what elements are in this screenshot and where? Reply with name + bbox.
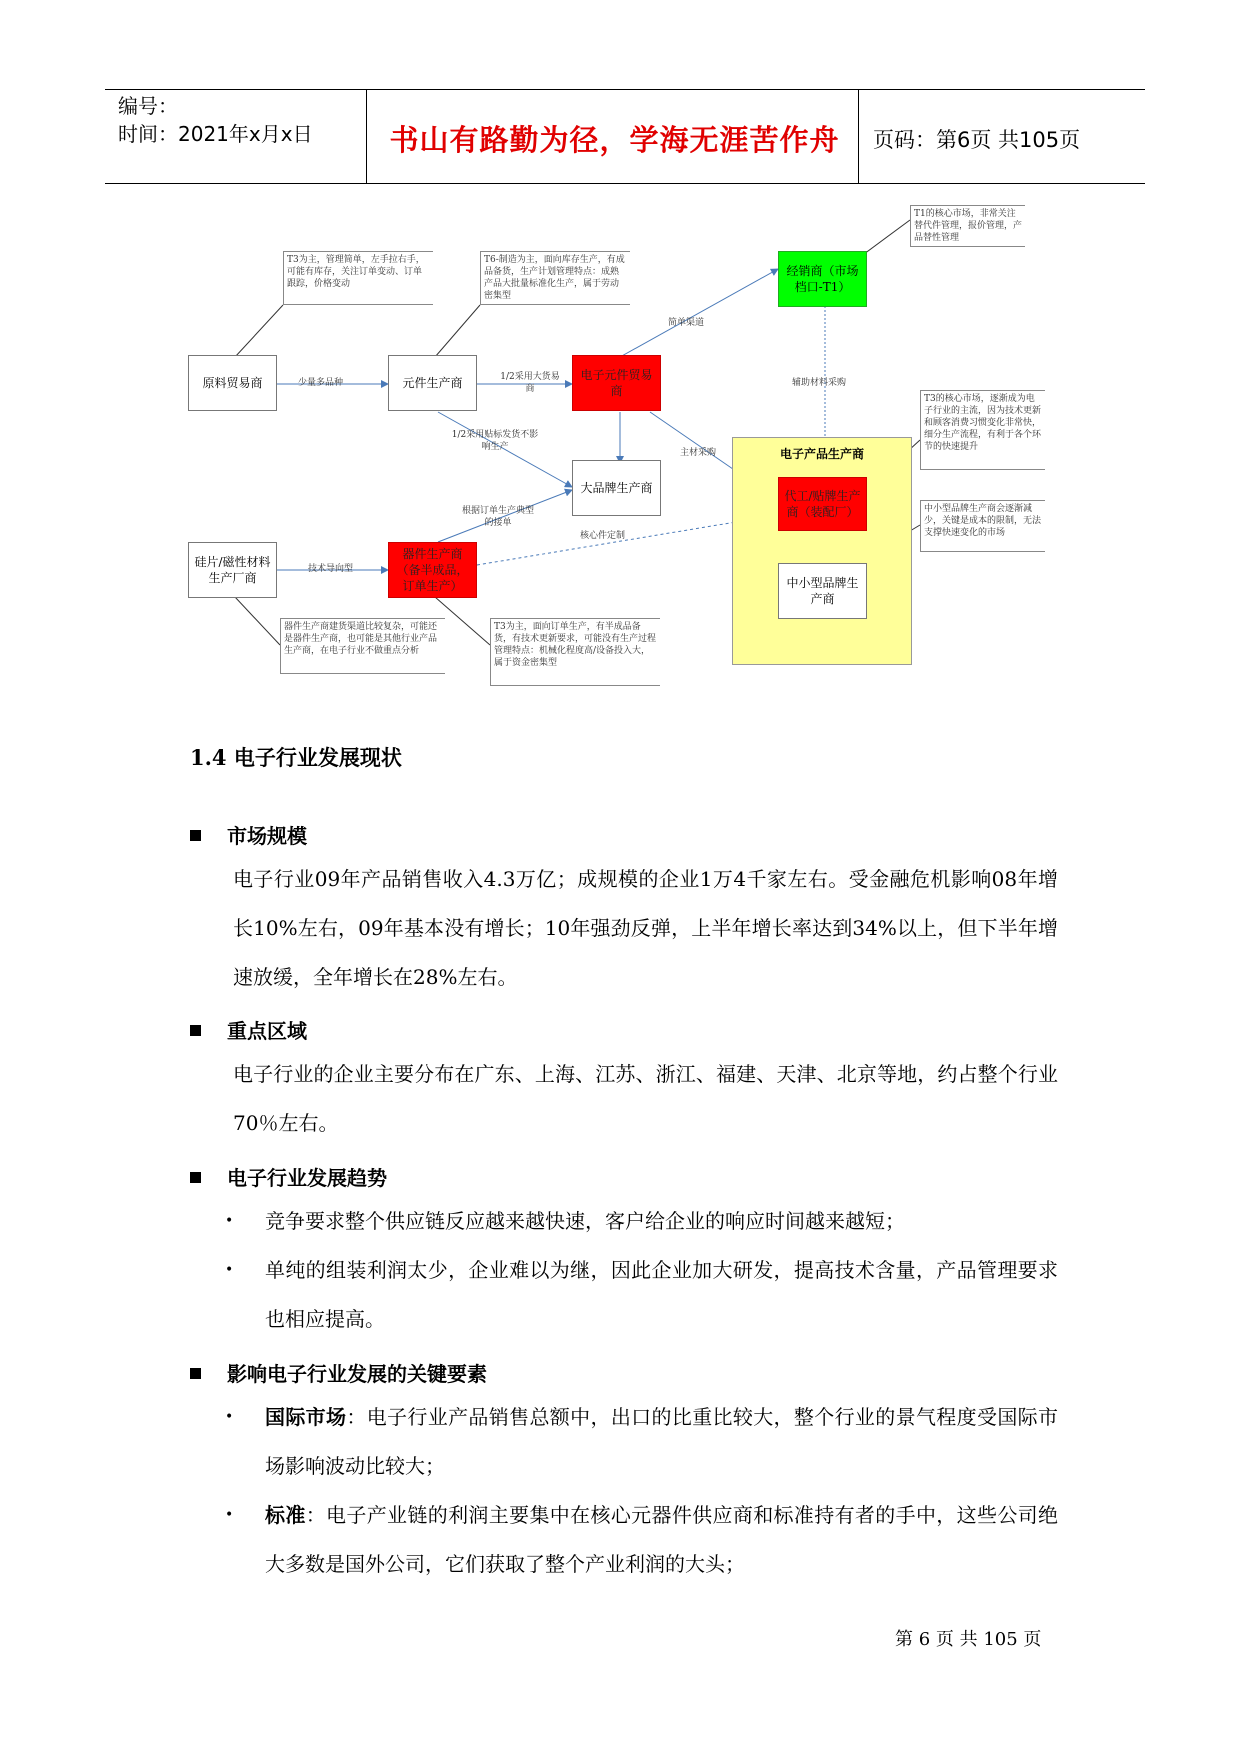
dot-bullet-icon: • bbox=[225, 1409, 234, 1425]
callout-component bbox=[435, 305, 480, 357]
edge-label-aux-purchase: 辅助材料采购 bbox=[792, 378, 847, 388]
note-raw-trader: T3为主，管理简单，左手拉右手，可能有库存，关注订单变动、订单跟踪，价格变动 bbox=[283, 251, 433, 305]
callout-silicon bbox=[235, 597, 280, 645]
dot-bullet-icon: • bbox=[225, 1262, 234, 1278]
edge-label-small-batch: 少量多品种 bbox=[298, 378, 344, 388]
box-component-maker: 元件生产商 bbox=[388, 355, 477, 411]
callout-distributor bbox=[860, 220, 910, 257]
note-small-brand: 中小型品牌生产商会逐渐减少，关键是成本的限制，无法支撑快速变化的市场 bbox=[920, 500, 1045, 552]
heading-trends bbox=[190, 1162, 387, 1191]
box-component-trader: 电子元件贸易商 bbox=[572, 355, 661, 411]
header-page-label: 页码：第6页 共105页 bbox=[873, 128, 1081, 152]
square-bullet-icon bbox=[190, 1368, 201, 1379]
note-component-maker: T6-制造为主，面向库存生产，有成品备货，生产计划管理特点：成熟产品大批量标准化生产，属于劳动密集型 bbox=[480, 251, 630, 305]
edge-label-core-custom: 核心件定制 bbox=[580, 531, 626, 541]
square-bullet-icon bbox=[190, 830, 201, 841]
heading-text: 影响电子行业发展的关键要素 bbox=[227, 1362, 487, 1386]
factor-label: 国际市场 bbox=[265, 1405, 347, 1429]
edge-label-half-trader: 1/2采用大货易商 bbox=[500, 372, 560, 394]
box-raw-material-trader: 原料贸易商 bbox=[188, 355, 277, 411]
square-bullet-icon bbox=[190, 1172, 201, 1183]
note-device-maker: T3为主，面向订单生产，有半成品备货，有技术更新要求，可能没有生产过程管理特点：机械化程度高/设备投入大，属于资金密集型 bbox=[490, 618, 660, 686]
dot-bullet-icon: • bbox=[225, 1507, 234, 1523]
trend-item-text: 单纯的组装利润太少，企业难以为继，因此企业加大研发，提高技术含量，产品管理要求也相应提高。 bbox=[265, 1258, 1058, 1331]
header-motto: 书山有路勤为径，学海无涯苦作舟 bbox=[389, 123, 840, 157]
heading-text: 重点区域 bbox=[227, 1019, 307, 1043]
factor-item-text bbox=[265, 1393, 1058, 1491]
heading-text: 市场规模 bbox=[227, 824, 307, 848]
dot-bullet-icon: • bbox=[225, 1213, 234, 1229]
header-divider-left bbox=[366, 90, 367, 184]
factor-text: ：电子产业链的利润主要集中在核心元器件供应商和标准持有者的手中，这些公司绝大多数是国外公司，它们获取了整个产业利润的大头； bbox=[265, 1503, 1059, 1576]
factor-item-text bbox=[265, 1491, 1058, 1589]
trend-item-text: 竞争要求整个供应链反应越来越快速，客户给企业的响应时间越来越短； bbox=[265, 1209, 905, 1233]
callout-raw bbox=[235, 305, 283, 357]
edge-trader-to-distributor bbox=[620, 269, 778, 357]
box-silicon-material-maker: 硅片/磁性材料生产厂商 bbox=[188, 542, 277, 598]
factor-item-international bbox=[225, 1393, 1058, 1491]
header-time-label: 时间：2021年x月x日 bbox=[118, 122, 313, 146]
note-distributor: T1的核心市场，非常关注替代件管理，报价管理，产品替性管理 bbox=[910, 205, 1025, 247]
footer-page-number: 第 6 页 共 105 页 bbox=[895, 1629, 1042, 1650]
header-top-rule bbox=[105, 89, 1145, 90]
supply-chain-diagram bbox=[180, 205, 1060, 710]
heading-key-regions bbox=[190, 1015, 307, 1044]
edge-label-main-purchase: 主材采购 bbox=[680, 448, 717, 458]
trend-item-1 bbox=[225, 1197, 1058, 1246]
heading-market-size bbox=[190, 820, 307, 849]
edge-label-tech-oriented: 技术导向型 bbox=[308, 564, 354, 574]
paragraph-market-size: 电子行业09年产品销售收入4.3万亿；成规模的企业1万4千家左右。受金融危机影响08年增长10%左右，09年基本没有增长；10年强劲反弹，上半年增长率达到34%以上，但下半年增速放缓，全年增长在28%左右。 bbox=[233, 867, 1058, 989]
group-electronics-makers bbox=[732, 437, 912, 665]
trend-item-2 bbox=[225, 1246, 1058, 1344]
box-big-brand-maker: 大品牌生产商 bbox=[572, 460, 661, 516]
paragraph-key-regions: 电子行业的企业主要分布在广东、上海、江苏、浙江、福建、天津、北京等地，约占整个行业70％左右。 bbox=[233, 1062, 1058, 1135]
factor-item-standard bbox=[225, 1491, 1058, 1589]
heading-key-factors bbox=[190, 1358, 487, 1387]
header-divider-right bbox=[858, 90, 859, 184]
group-title: 电子产品生产商 bbox=[779, 447, 864, 461]
box-small-brand-maker: 中小型品牌生产商 bbox=[778, 563, 867, 619]
box-oem-maker: 代工/贴牌生产商（装配厂） bbox=[778, 477, 867, 531]
header-bottom-rule bbox=[105, 183, 1145, 184]
square-bullet-icon bbox=[190, 1025, 201, 1036]
factor-label: 标准 bbox=[265, 1503, 306, 1527]
note-oem: T3的核心市场，逐渐成为电子行业的主流，因为技术更新和顾客消费习惯变化非常快，细分生产流程，有利于各个环节的快速提升 bbox=[920, 390, 1045, 470]
header-number-label: 编号： bbox=[118, 94, 178, 118]
note-silicon-maker: 器件生产商建货渠道比较复杂，可能还是器件生产商，也可能是其他行业产品生产商，在电子行业不做重点分析 bbox=[280, 618, 445, 674]
heading-text: 电子行业发展趋势 bbox=[227, 1166, 387, 1190]
edge-label-half-label: 1/2采用贴标发货不影响生产 bbox=[451, 430, 539, 452]
factor-text: ：电子行业产品销售总额中，出口的比重比较大，整个行业的景气程度受国际市场影响波动比较大； bbox=[265, 1405, 1059, 1478]
box-distributor: 经销商（市场档口-T1） bbox=[778, 251, 867, 307]
box-device-maker: 器件生产商（备半成品，订单生产） bbox=[388, 542, 477, 598]
edge-label-order-based: 根据订单生产典型的接单 bbox=[461, 506, 534, 528]
edge-label-simple-channel: 简单渠道 bbox=[668, 318, 705, 328]
section-title: 1.4 电子行业发展现状 bbox=[190, 745, 402, 770]
